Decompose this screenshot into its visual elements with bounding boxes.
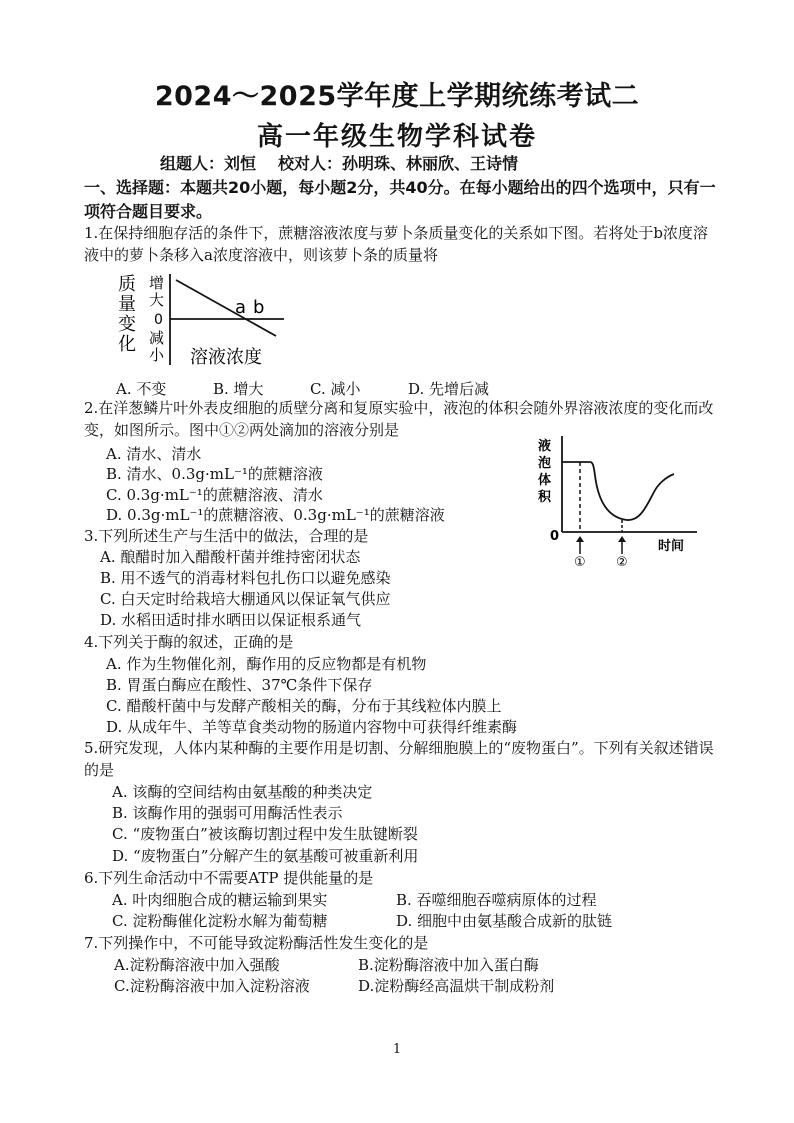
q1-x-label: 溶液浓度 xyxy=(190,347,262,368)
q6-option-d: D. 细胞中由氨基酸合成新的肽链 xyxy=(396,912,613,930)
q5-option-c: C. “废物蛋白”被该酶切割过程中发生肽键断裂 xyxy=(112,825,418,843)
setter: 组题人：刘恒 xyxy=(160,154,257,173)
q2-arrow-2-head xyxy=(618,536,626,542)
question-6-stem: 6.下列生命活动中不需要ATP 提供能量的是 xyxy=(84,869,374,887)
q1-point-a: a xyxy=(235,297,247,318)
q6-option-b: B. 吞噬细胞吞噬病原体的过程 xyxy=(396,891,597,909)
byline xyxy=(160,151,518,174)
q2-mark-1: ① xyxy=(574,555,586,570)
q3-option-b: B. 用不透气的消毒材料包扎伤口以避免感染 xyxy=(100,569,391,587)
q5-option-d: D. “废物蛋白”分解产生的氨基酸可被重新利用 xyxy=(112,847,419,865)
q7-option-a: A.淀粉酶溶液中加入强酸 xyxy=(114,956,280,974)
q1-point-b: b xyxy=(253,297,265,318)
q2-option-b: B. 清水、0.3g·mL⁻¹的蔗糖溶液 xyxy=(106,465,323,483)
exam-title: 2024～2025学年度上学期统练考试二 xyxy=(154,81,640,112)
q2-option-a: A. 清水、清水 xyxy=(106,445,202,463)
q1-y-label-3: 变 xyxy=(118,314,136,335)
exam-subtitle: 高一年级生物学科试卷 xyxy=(256,122,537,152)
q1-option-c: C. 减小 xyxy=(310,380,361,398)
q1-y-bottom-2: 小 xyxy=(149,346,165,364)
q2-option-d: D. 0.3g·mL⁻¹的蔗糖溶液、0.3g·mL⁻¹的蔗糖溶液 xyxy=(106,506,445,524)
q7-option-c: C.淀粉酶溶液中加入淀粉溶液 xyxy=(114,977,310,995)
q2-volume-curve xyxy=(562,462,674,520)
q3-option-a: A. 酿醋时加入醋酸杆菌并维持密闭状态 xyxy=(100,548,361,566)
q2-y-label-4: 积 xyxy=(538,490,552,505)
question-7-stem: 7.下列操作中，不可能导致淀粉酶活性发生变化的是 xyxy=(84,934,429,952)
q1-option-d: D. 先增后减 xyxy=(408,380,490,398)
q1-y-label-4: 化 xyxy=(118,334,136,355)
q4-option-c: C. 醋酸杆菌中与发酵产酸相关的酶，分布于其线粒体内膜上 xyxy=(106,697,502,715)
q3-option-d: D. 水稻田适时排水晒田以保证根系通气 xyxy=(100,611,362,629)
q6-option-c: C. 淀粉酶催化淀粉水解为葡萄糖 xyxy=(112,912,328,930)
question-2-stem: 2.在洋葱鳞片叶外表皮细胞的质壁分离和复原实验中，液泡的体积会随外界溶液浓度的变化而改变，如图所示。图中①②两处滴加的溶液分别是 xyxy=(84,399,714,439)
page-number: 1 xyxy=(392,1042,402,1057)
q1-y-top-2: 大 xyxy=(149,291,165,309)
q2-y-label-1: 液 xyxy=(538,439,552,454)
q2-y-label-3: 体 xyxy=(538,473,552,488)
question-4-stem: 4.下列关于酶的叙述，正确的是 xyxy=(84,633,294,651)
q1-y-bottom-1: 减 xyxy=(149,329,165,347)
q1-option-a: A. 不变 xyxy=(116,380,167,398)
q2-arrow-1-head xyxy=(576,536,584,542)
q7-option-d: D.淀粉酶经高温烘干制成粉剂 xyxy=(358,977,555,995)
question-5-stem: 5.研究发现，人体内某种酶的主要作用是切割、分解细胞膜上的“废物蛋白”。下列有关叙述错误的是 xyxy=(84,739,714,779)
q2-option-c: C. 0.3g·mL⁻¹的蔗糖溶液、清水 xyxy=(106,486,323,504)
q2-mark-2: ② xyxy=(616,555,628,570)
q4-option-a: A. 作为生物催化剂，酶作用的反应物都是有机物 xyxy=(106,655,427,673)
q1-y-label-1: 质 xyxy=(118,274,136,295)
question-1-stem: 1.在保持细胞存活的条件下，蔗糖溶液浓度与萝卜条质量变化的关系如下图。若将处于b浓度溶液中的萝卜条移入a浓度溶液中，则该萝卜条的质量将 xyxy=(84,224,708,264)
q1-y-label-2: 量 xyxy=(118,294,136,315)
q2-figure xyxy=(532,432,712,572)
question-3-stem: 3.下列所述生产与生活中的做法，合理的是 xyxy=(84,527,369,545)
q1-option-b: B. 增大 xyxy=(213,380,264,398)
q2-x-label: 时间 xyxy=(658,539,685,554)
checker: 校对人：孙明珠、林丽欣、王诗情 xyxy=(278,154,519,173)
q1-y-zero: 0 xyxy=(154,312,163,328)
q5-option-a: A. 该酶的空间结构由氨基酸的种类决定 xyxy=(112,783,373,801)
q2-origin: 0 xyxy=(550,529,560,544)
q1-figure xyxy=(116,270,291,375)
q3-option-c: C. 白天定时给栽培大棚通风以保证氧气供应 xyxy=(100,590,391,608)
q4-option-d: D. 从成年牛、羊等草食类动物的肠道内容物中可获得纤维素酶 xyxy=(106,718,518,736)
section-heading: 一、选择题：本题共20小题，每小题2分，共40分。在每小题给出的四个选项中，只有一项符合题目要求。 xyxy=(84,178,716,221)
q5-option-b: B. 该酶作用的强弱可用酶活性表示 xyxy=(112,804,343,822)
q4-option-b: B. 胃蛋白酶应在酸性、37℃条件下保存 xyxy=(106,676,373,694)
q2-y-label-2: 泡 xyxy=(538,456,552,471)
q6-option-a: A. 叶肉细胞合成的糖运输到果实 xyxy=(112,891,328,909)
q1-y-top-1: 增 xyxy=(149,274,165,292)
q7-option-b: B.淀粉酶溶液中加入蛋白酶 xyxy=(358,956,539,974)
